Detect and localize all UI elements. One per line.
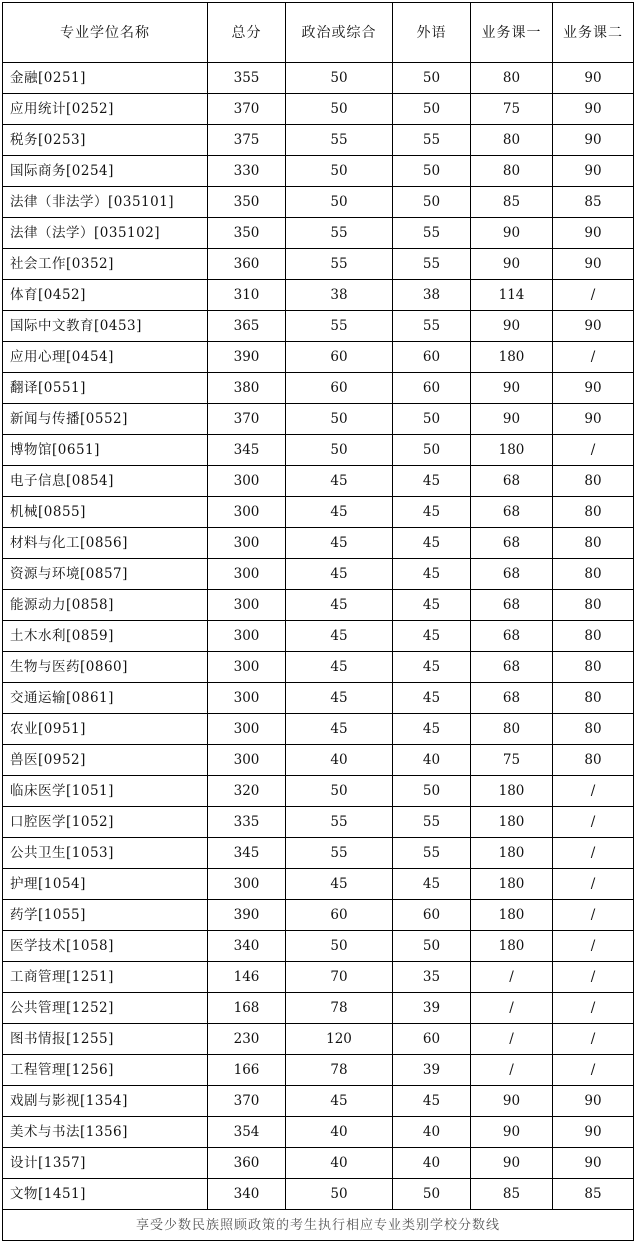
politics-cell: 45 [286,714,393,745]
course-two-cell: 90 [553,1148,634,1179]
course-one-cell: 180 [471,838,553,869]
course-two-cell: / [553,1024,634,1055]
course-one-cell: 180 [471,342,553,373]
politics-cell: 45 [286,590,393,621]
table-row [3,1086,634,1117]
course-one-cell: / [471,993,553,1024]
foreign-language-cell: 60 [393,373,471,404]
course-two-cell: / [553,962,634,993]
course-two-cell: / [553,435,634,466]
course-one-cell: 90 [471,1148,553,1179]
foreign-language-cell: 40 [393,1117,471,1148]
table-row [3,125,634,156]
total-score-cell: 335 [208,807,286,838]
course-one-cell: 80 [471,714,553,745]
table-row [3,156,634,187]
header-course-two: 业务课二 [553,3,634,63]
course-two-cell: 85 [553,187,634,218]
course-two-cell: 80 [553,652,634,683]
table-row [3,435,634,466]
politics-cell: 50 [286,156,393,187]
header-degree-name: 专业学位名称 [3,3,208,63]
total-score-cell: 300 [208,466,286,497]
politics-cell: 55 [286,807,393,838]
table-row [3,745,634,776]
course-one-cell: 68 [471,559,553,590]
politics-cell: 55 [286,838,393,869]
course-two-cell: / [553,1055,634,1086]
foreign-language-cell: 45 [393,590,471,621]
foreign-language-cell: 45 [393,466,471,497]
degree-name-cell: 戏剧与影视[1354] [3,1086,208,1117]
table-row [3,776,634,807]
course-one-cell: 75 [471,94,553,125]
politics-cell: 45 [286,652,393,683]
table-row [3,559,634,590]
score-table [2,2,634,1241]
degree-name-cell: 体育[0452] [3,280,208,311]
degree-name-cell: 兽医[0952] [3,745,208,776]
table-row [3,404,634,435]
course-two-cell: 90 [553,94,634,125]
table-row [3,652,634,683]
table-row [3,621,634,652]
header-politics: 政治或综合 [286,3,393,63]
total-score-cell: 166 [208,1055,286,1086]
foreign-language-cell: 50 [393,1179,471,1210]
header-total-score: 总分 [208,3,286,63]
footnote-row [3,1210,634,1241]
politics-cell: 40 [286,1117,393,1148]
table-row [3,466,634,497]
header-course-one: 业务课一 [471,3,553,63]
course-two-cell: 90 [553,125,634,156]
table-row [3,94,634,125]
politics-cell: 55 [286,249,393,280]
degree-name-cell: 护理[1054] [3,869,208,900]
degree-name-cell: 口腔医学[1052] [3,807,208,838]
total-score-cell: 146 [208,962,286,993]
course-one-cell: 90 [471,1117,553,1148]
table-footer [3,1210,634,1241]
foreign-language-cell: 55 [393,249,471,280]
degree-name-cell: 设计[1357] [3,1148,208,1179]
course-two-cell: 90 [553,311,634,342]
course-two-cell: 90 [553,156,634,187]
foreign-language-cell: 55 [393,125,471,156]
total-score-cell: 330 [208,156,286,187]
foreign-language-cell: 39 [393,1055,471,1086]
politics-cell: 50 [286,63,393,94]
politics-cell: 60 [286,373,393,404]
politics-cell: 45 [286,528,393,559]
course-two-cell: 90 [553,404,634,435]
degree-name-cell: 社会工作[0352] [3,249,208,280]
course-two-cell: 80 [553,683,634,714]
course-two-cell: 90 [553,1086,634,1117]
degree-name-cell: 公共管理[1252] [3,993,208,1024]
table-body [3,63,634,1210]
course-one-cell: 114 [471,280,553,311]
politics-cell: 55 [286,125,393,156]
foreign-language-cell: 50 [393,187,471,218]
total-score-cell: 230 [208,1024,286,1055]
degree-name-cell: 法律（非法学）[035101] [3,187,208,218]
table-row [3,528,634,559]
table-row [3,1055,634,1086]
total-score-cell: 300 [208,590,286,621]
degree-name-cell: 美术与书法[1356] [3,1117,208,1148]
politics-cell: 45 [286,559,393,590]
total-score-cell: 390 [208,900,286,931]
table-row [3,373,634,404]
degree-name-cell: 翻译[0551] [3,373,208,404]
table-row [3,1148,634,1179]
table-row [3,590,634,621]
course-two-cell: 90 [553,249,634,280]
foreign-language-cell: 55 [393,311,471,342]
degree-name-cell: 公共卫生[1053] [3,838,208,869]
degree-name-cell: 工商管理[1251] [3,962,208,993]
course-two-cell: / [553,776,634,807]
course-two-cell: 90 [553,373,634,404]
table-row [3,714,634,745]
politics-cell: 45 [286,497,393,528]
table-row [3,249,634,280]
course-one-cell: 90 [471,218,553,249]
course-two-cell: / [553,869,634,900]
degree-name-cell: 法律（法学）[035102] [3,218,208,249]
foreign-language-cell: 50 [393,94,471,125]
politics-cell: 40 [286,1148,393,1179]
foreign-language-cell: 35 [393,962,471,993]
course-one-cell: 180 [471,869,553,900]
politics-cell: 45 [286,683,393,714]
course-two-cell: 80 [553,497,634,528]
politics-cell: 55 [286,311,393,342]
degree-name-cell: 能源动力[0858] [3,590,208,621]
total-score-cell: 360 [208,249,286,280]
total-score-cell: 345 [208,435,286,466]
foreign-language-cell: 45 [393,621,471,652]
politics-cell: 50 [286,776,393,807]
foreign-language-cell: 45 [393,1086,471,1117]
politics-cell: 38 [286,280,393,311]
total-score-cell: 340 [208,931,286,962]
course-one-cell: 90 [471,373,553,404]
table-row [3,869,634,900]
total-score-cell: 300 [208,528,286,559]
course-one-cell: 80 [471,125,553,156]
course-one-cell: / [471,1024,553,1055]
course-one-cell: 68 [471,683,553,714]
course-one-cell: 180 [471,776,553,807]
course-one-cell: 180 [471,435,553,466]
foreign-language-cell: 50 [393,404,471,435]
course-two-cell: 80 [553,559,634,590]
foreign-language-cell: 45 [393,683,471,714]
foreign-language-cell: 60 [393,342,471,373]
course-two-cell: / [553,838,634,869]
total-score-cell: 380 [208,373,286,404]
politics-cell: 45 [286,1086,393,1117]
foreign-language-cell: 39 [393,993,471,1024]
course-one-cell: 180 [471,931,553,962]
table-header [3,3,634,63]
table-row [3,63,634,94]
foreign-language-cell: 50 [393,435,471,466]
course-one-cell: 75 [471,745,553,776]
foreign-language-cell: 38 [393,280,471,311]
foreign-language-cell: 60 [393,900,471,931]
foreign-language-cell: 45 [393,497,471,528]
degree-name-cell: 生物与医药[0860] [3,652,208,683]
foreign-language-cell: 55 [393,807,471,838]
course-one-cell: 68 [471,466,553,497]
course-two-cell: / [553,993,634,1024]
table-row [3,838,634,869]
total-score-cell: 354 [208,1117,286,1148]
total-score-cell: 320 [208,776,286,807]
course-two-cell: / [553,900,634,931]
course-one-cell: 85 [471,1179,553,1210]
course-one-cell: / [471,1055,553,1086]
header-foreign-language: 外语 [393,3,471,63]
degree-name-cell: 机械[0855] [3,497,208,528]
degree-name-cell: 药学[1055] [3,900,208,931]
foreign-language-cell: 55 [393,838,471,869]
degree-name-cell: 医学技术[1058] [3,931,208,962]
total-score-cell: 375 [208,125,286,156]
course-one-cell: 180 [471,807,553,838]
course-two-cell: / [553,931,634,962]
course-one-cell: 85 [471,187,553,218]
course-one-cell: 68 [471,590,553,621]
politics-cell: 45 [286,869,393,900]
degree-name-cell: 临床医学[1051] [3,776,208,807]
politics-cell: 40 [286,745,393,776]
course-two-cell: 80 [553,466,634,497]
total-score-cell: 168 [208,993,286,1024]
course-two-cell: 90 [553,63,634,94]
header-row [3,3,634,63]
course-one-cell: 68 [471,497,553,528]
politics-cell: 120 [286,1024,393,1055]
foreign-language-cell: 50 [393,63,471,94]
total-score-cell: 300 [208,683,286,714]
degree-name-cell: 土木水利[0859] [3,621,208,652]
total-score-cell: 300 [208,621,286,652]
degree-name-cell: 国际商务[0254] [3,156,208,187]
total-score-cell: 350 [208,218,286,249]
degree-name-cell: 国际中文教育[0453] [3,311,208,342]
politics-cell: 50 [286,404,393,435]
table-row [3,187,634,218]
total-score-cell: 365 [208,311,286,342]
total-score-cell: 370 [208,404,286,435]
foreign-language-cell: 60 [393,1024,471,1055]
foreign-language-cell: 45 [393,714,471,745]
table-row [3,900,634,931]
table-row [3,342,634,373]
degree-name-cell: 交通运输[0861] [3,683,208,714]
degree-name-cell: 农业[0951] [3,714,208,745]
total-score-cell: 310 [208,280,286,311]
politics-cell: 60 [286,900,393,931]
total-score-cell: 300 [208,714,286,745]
politics-cell: 50 [286,187,393,218]
politics-cell: 60 [286,342,393,373]
table-row [3,311,634,342]
degree-name-cell: 文物[1451] [3,1179,208,1210]
total-score-cell: 300 [208,869,286,900]
foreign-language-cell: 40 [393,1148,471,1179]
degree-name-cell: 电子信息[0854] [3,466,208,497]
course-two-cell: 80 [553,745,634,776]
course-one-cell: 90 [471,404,553,435]
course-one-cell: 180 [471,900,553,931]
course-two-cell: 80 [553,714,634,745]
total-score-cell: 370 [208,94,286,125]
course-two-cell: 80 [553,621,634,652]
degree-name-cell: 应用统计[0252] [3,94,208,125]
course-one-cell: 90 [471,311,553,342]
politics-cell: 50 [286,931,393,962]
degree-name-cell: 税务[0253] [3,125,208,156]
course-one-cell: 80 [471,156,553,187]
foreign-language-cell: 45 [393,528,471,559]
total-score-cell: 390 [208,342,286,373]
total-score-cell: 360 [208,1148,286,1179]
table-row [3,1024,634,1055]
total-score-cell: 300 [208,652,286,683]
course-two-cell: 80 [553,590,634,621]
course-two-cell: 90 [553,218,634,249]
degree-name-cell: 应用心理[0454] [3,342,208,373]
table-row [3,683,634,714]
politics-cell: 70 [286,962,393,993]
total-score-cell: 350 [208,187,286,218]
total-score-cell: 340 [208,1179,286,1210]
course-two-cell: 85 [553,1179,634,1210]
course-two-cell: 90 [553,1117,634,1148]
total-score-cell: 355 [208,63,286,94]
politics-cell: 45 [286,466,393,497]
foreign-language-cell: 55 [393,218,471,249]
table-row [3,1117,634,1148]
course-one-cell: 80 [471,63,553,94]
total-score-cell: 300 [208,745,286,776]
total-score-cell: 300 [208,559,286,590]
course-two-cell: / [553,807,634,838]
politics-cell: 50 [286,94,393,125]
course-one-cell: / [471,962,553,993]
table-row [3,497,634,528]
degree-name-cell: 新闻与传播[0552] [3,404,208,435]
footnote: 享受少数民族照顾政策的考生执行相应专业类别学校分数线 [3,1210,634,1241]
table-row [3,807,634,838]
degree-name-cell: 图书情报[1255] [3,1024,208,1055]
foreign-language-cell: 50 [393,931,471,962]
politics-cell: 50 [286,1179,393,1210]
table-row [3,962,634,993]
course-one-cell: 68 [471,528,553,559]
foreign-language-cell: 45 [393,869,471,900]
table-row [3,218,634,249]
politics-cell: 55 [286,218,393,249]
course-one-cell: 68 [471,652,553,683]
total-score-cell: 370 [208,1086,286,1117]
table-row [3,280,634,311]
course-one-cell: 90 [471,1086,553,1117]
politics-cell: 78 [286,1055,393,1086]
table-row [3,931,634,962]
foreign-language-cell: 50 [393,776,471,807]
table-row [3,1179,634,1210]
degree-name-cell: 材料与化工[0856] [3,528,208,559]
table-row [3,993,634,1024]
foreign-language-cell: 50 [393,156,471,187]
foreign-language-cell: 40 [393,745,471,776]
course-one-cell: 90 [471,249,553,280]
course-two-cell: / [553,280,634,311]
total-score-cell: 300 [208,497,286,528]
degree-name-cell: 资源与环境[0857] [3,559,208,590]
politics-cell: 78 [286,993,393,1024]
course-one-cell: 68 [471,621,553,652]
degree-name-cell: 金融[0251] [3,63,208,94]
degree-name-cell: 博物馆[0651] [3,435,208,466]
course-two-cell: 80 [553,528,634,559]
total-score-cell: 345 [208,838,286,869]
degree-name-cell: 工程管理[1256] [3,1055,208,1086]
politics-cell: 50 [286,435,393,466]
politics-cell: 45 [286,621,393,652]
course-two-cell: / [553,342,634,373]
foreign-language-cell: 45 [393,559,471,590]
foreign-language-cell: 45 [393,652,471,683]
